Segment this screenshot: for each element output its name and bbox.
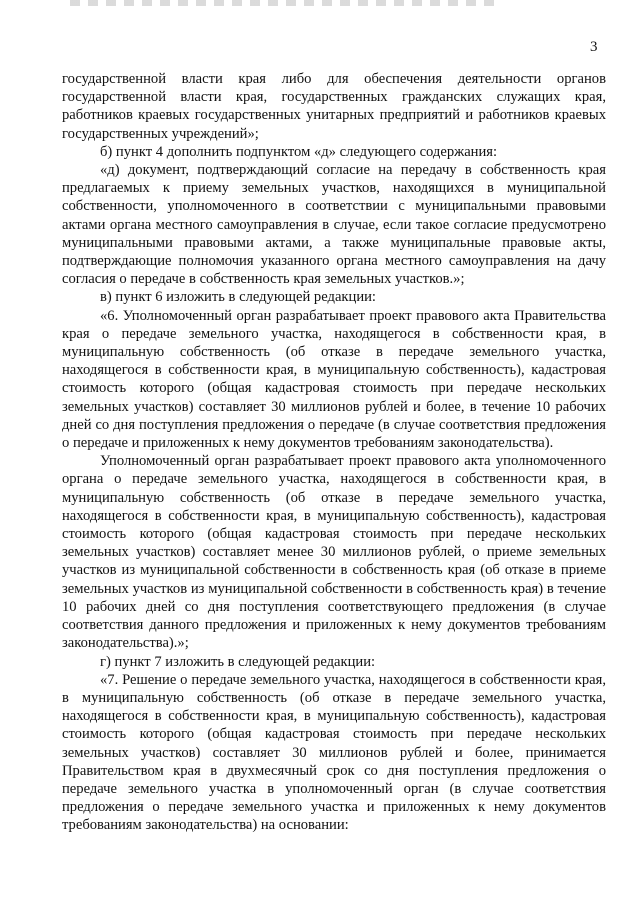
scan-artifact — [70, 0, 500, 6]
paragraph-subitem-d: «д) документ, подтверждающий согласие на передачу в собственность края предлагаемых к приему земельных участков, находящихся в муниципальной собственности, уполномоченного в соответствии с муниципальными правовыми актами органа местного самоуправления в случае, если такое согласие предусмотрено муниципальными правовыми актами, а также муниципальные правовые акты, подтверждающие полномочия указанного органа местного самоуправления на дачу согласия о передаче в собственность края земельных участков.»; — [62, 162, 606, 288]
paragraph-point-7: «7. Решение о передаче земельного участка, находящегося в собственности края, в муниципальную собственность (об отказе в передаче земельного участка, находящегося в собственности края, в муниципальную собственность), кадастровая стоимость которого (общая кадастровая стоимость при передаче нескольких земельных участков) составляет 30 миллионов рублей и более, принимается Правительством края в двухмесячный срок со дня поступления предложения о передаче земельного участка в уполномоченный орган (в случае соответствия предложения о передаче земельного участка и приложенных к нему документов требованиям законодательства) на основании: — [62, 671, 606, 834]
paragraph-item-g: г) пункт 7 изложить в следующей редакции: — [100, 653, 376, 670]
paragraph-point-6: «6. Уполномоченный орган разрабатывает проект правового акта Правительства края о передаче земельного участка, находящегося в собственности края, в муниципальную собственность (об отказе в передаче земельного участка, находящегося в собственности края, в муниципальную собственность), кадастровая стоимость которого (общая кадастровая стоимость при передаче нескольких земельных участков) составляет 30 миллионов рублей и более, в течение 10 рабочих дней со дня поступления предложения о передаче (в случае соответствия предложения о передаче и приложенных к нему документов требованиям законодательства). — [62, 307, 606, 452]
paragraph-continuation: государственной власти края либо для обеспечения деятельности органов государственной власти края, государственных гражданских служащих края, работников краевых государственных унитарных предприятий и работников краевых государственных учреждений»; — [62, 71, 606, 142]
page-number: 3 — [590, 39, 598, 55]
paragraph-item-b: б) пункт 4 дополнить подпунктом «д» следующего содержания: — [100, 143, 498, 160]
document-body — [62, 70, 606, 835]
paragraph-point-6-part-2: Уполномоченный орган разрабатывает проект правового акта уполномоченного органа о передаче земельного участка, находящегося в собственности края, в муниципальную собственность (об отказе в передаче земельного участка, находящегося в собственности края, в муниципальную собственность), кадастровая стоимость которого (общая кадастровая стоимость при передаче нескольких земельных участков) составляет менее 30 миллионов рублей, о приеме земельных участков из муниципальной собственности в собственность края (об отказе в приеме земельных участков из муниципальной собственности в собственность края) в течение 10 рабочих дней со дня поступления соответствующего предложения (в случае соответствия данного предложения и приложенных к нему документов требованиям законодательства).»; — [62, 453, 606, 652]
paragraph-item-v: в) пункт 6 изложить в следующей редакции: — [100, 289, 376, 306]
